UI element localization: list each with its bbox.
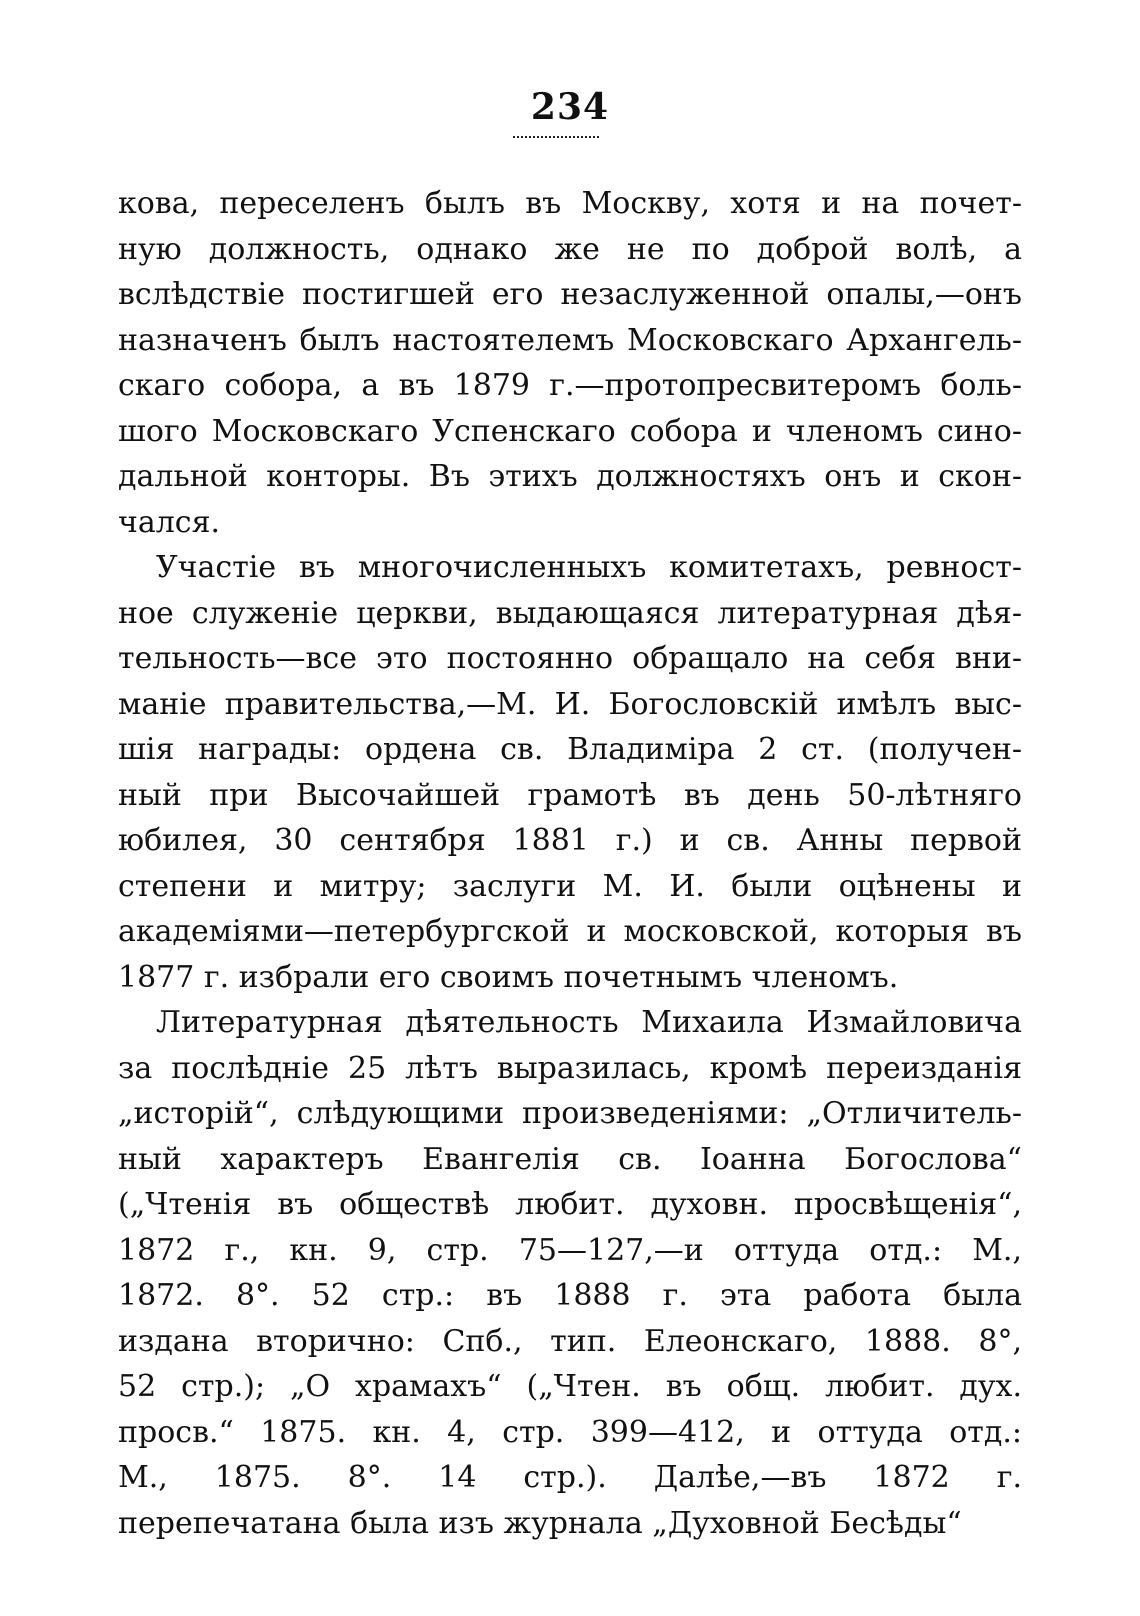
body-text [118, 181, 1022, 1546]
text-line: юбилея, 30 сентября 1881 г.) и св. Анны первой [118, 823, 1022, 858]
text-line: степени и митру; заслуги М. И. были оцѣнены и [118, 868, 1022, 904]
text-line: академіями—петербургской и московской, которыя въ [118, 914, 1022, 949]
text-line: чался. [118, 504, 221, 540]
text-line: ный при Высочайшей грамотѣ въ день 50-лѣтняго [118, 777, 1022, 813]
text-line: ное служеніе церкви, выдающаяся литературная дѣя- [118, 595, 1022, 631]
text-line: 1872 г., кн. 9, стр. 75—127,—и оттуда отд.: М., [118, 1232, 1022, 1268]
text-line: дальной конторы. Въ этихъ должностяхъ онъ и скон- [118, 459, 1022, 494]
text-line: 1872. 8°. 52 стр.: въ 1888 г. эта работа была [118, 1278, 1022, 1313]
paragraph [118, 545, 1022, 1000]
text-line: („Чтенія въ обществѣ любит. духовн. просвѣщенія“, [118, 1187, 1022, 1222]
paragraph [118, 181, 1022, 545]
page-number: 234 [530, 86, 610, 128]
text-line: просв.“ 1875. кн. 4, стр. 399—412, и оттуда отд.: [118, 1414, 1022, 1450]
text-line: шія награды: ордена св. Владиміра 2 ст. (получен- [118, 732, 1022, 767]
text-line: скаго собора, а въ 1879 г.—протопресвитеромъ боль- [118, 368, 1022, 403]
text-line: 52 стр.); „О храмахъ“ („Чтен. въ общ. любит. дух. [118, 1369, 1022, 1404]
text-line: Участіе въ многочисленныхъ комитетахъ, ревност- [156, 550, 1022, 585]
text-line: „исторій“, слѣдующими произведеніями: „Отличитель- [118, 1096, 1022, 1131]
text-line: вслѣдствіе постигшей его незаслуженной опалы,—онъ [118, 277, 1022, 312]
text-line: назначенъ былъ настоятелемъ Московскаго Архангель- [118, 322, 1022, 358]
text-line: кова, переселенъ былъ въ Москву, хотя и на почет- [118, 186, 1022, 221]
text-line: Литературная дѣятельность Михаила Измайловича [156, 1005, 1022, 1040]
text-line: ный характеръ Евангелія св. Іоанна Богослова“ [118, 1141, 1022, 1177]
paragraph [118, 1000, 1022, 1546]
text-line: тельность—все это постоянно обращало на себя вни- [118, 641, 1022, 676]
text-line: М., 1875. 8°. 14 стр.). Далѣе,—въ 1872 г. [118, 1460, 1022, 1495]
text-line: ную должность, однако же не по доброй волѣ, а [118, 231, 1022, 267]
text-line: маніе правительства,—М. И. Богословскій имѣлъ выс- [118, 686, 1022, 722]
text-line: шого Московскаго Успенскаго собора и членомъ сино- [118, 413, 1022, 449]
text-line: перепечатана была изъ журнала „Духовной Бесѣды“ [118, 1505, 962, 1541]
text-line: издана вторично: Спб., тип. Елеонскаго, 1888. 8°, [118, 1323, 1022, 1359]
text-line: за послѣдніе 25 лѣтъ выразилась, кромѣ переизданія [118, 1050, 1022, 1086]
text-line: 1877 г. избрали его своимъ почетнымъ членомъ. [118, 959, 899, 995]
page-number-rule [513, 136, 599, 138]
